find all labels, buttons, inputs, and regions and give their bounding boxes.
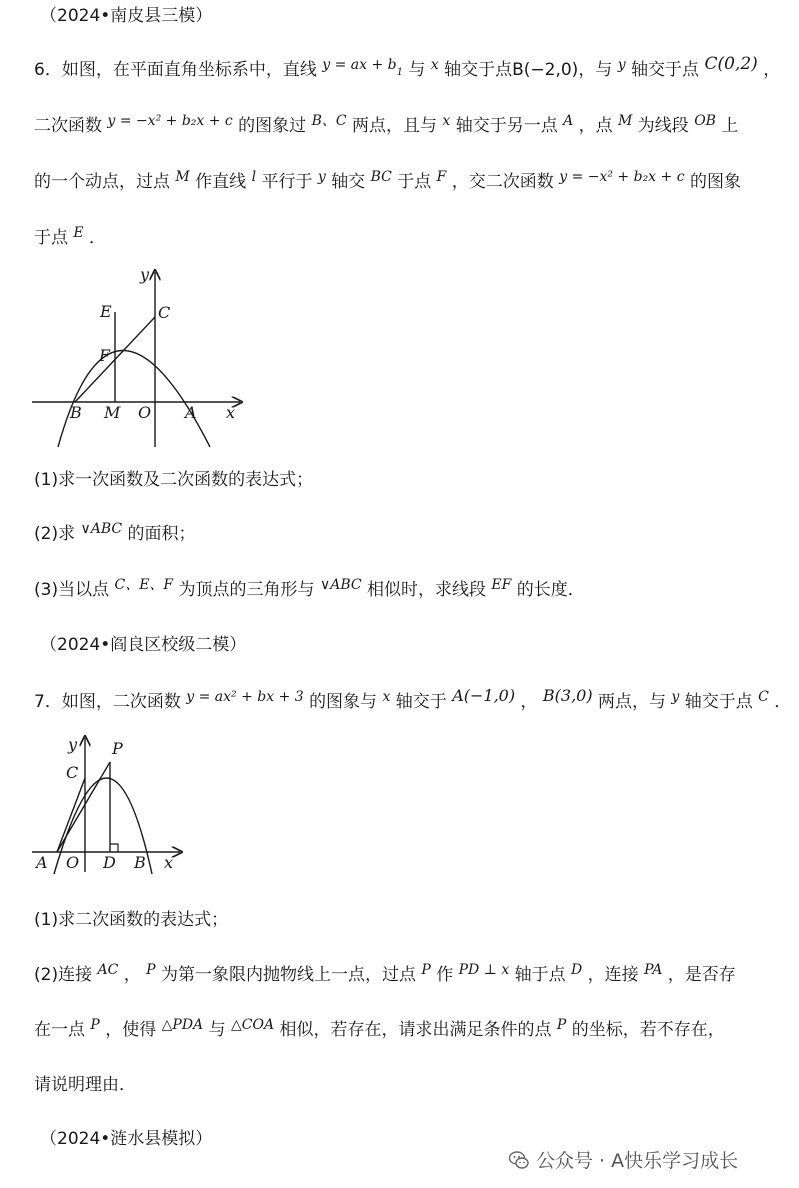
text: ， xyxy=(123,965,141,985)
segment-AC: AC xyxy=(97,962,119,978)
text: 的长度． xyxy=(516,580,585,600)
eq-quadratic: y = −x² + b₂x + c xyxy=(559,169,685,185)
text: ，连接 xyxy=(587,965,639,985)
text: ． xyxy=(89,228,107,248)
line-AP xyxy=(57,762,110,852)
point-C: C(0,2) xyxy=(704,54,758,74)
point-M: M xyxy=(175,169,190,185)
parabola xyxy=(58,351,210,448)
text: 的图象 xyxy=(689,172,741,192)
triangle-COA: △COA xyxy=(230,1017,275,1033)
source-label-2: （2024•阎良区校级二模） xyxy=(40,635,247,655)
text: 相似，若存在，请求出满足条件的点 xyxy=(279,1020,552,1040)
text: 为第一象限内抛物线上一点，过点 xyxy=(160,965,416,985)
x-var: x xyxy=(382,689,391,705)
text: 于点 xyxy=(397,172,432,192)
triangle-ABC: ∨ABC xyxy=(80,521,123,537)
point-P: P xyxy=(90,1017,100,1033)
text: 的一个动点，过点 xyxy=(34,172,170,192)
text: 轴交于点B(−2,0)，与 xyxy=(444,60,613,80)
text: 轴交于点 xyxy=(684,692,753,712)
problem6-line2 xyxy=(34,113,739,136)
point-P: P xyxy=(421,962,431,978)
text: 轴交于 xyxy=(395,692,447,712)
text: ，是否存 xyxy=(667,965,736,985)
source-label-3: （2024•涟水县模拟） xyxy=(40,1129,213,1149)
text: 为顶点的三角形与 xyxy=(178,580,315,600)
x-var: x xyxy=(430,57,439,73)
q6-part2 xyxy=(34,521,196,544)
label-A: A xyxy=(185,403,197,422)
text: 在一点 xyxy=(34,1020,85,1040)
label-C: C xyxy=(66,763,79,782)
triangle-PDA: △PDA xyxy=(161,1017,204,1033)
text: ，使得 xyxy=(105,1020,157,1040)
text: 与 xyxy=(408,60,426,80)
text: (3)当以点 xyxy=(34,580,110,600)
source-label-1: （2024•南皮县三模） xyxy=(40,6,213,26)
segment-EF: EF xyxy=(491,577,512,593)
label-y: y xyxy=(140,265,150,284)
points-BC: B、C xyxy=(311,113,347,129)
wechat-icon xyxy=(508,1149,530,1171)
y-var: y xyxy=(617,57,626,73)
label-E: E xyxy=(100,302,112,321)
point-P: P xyxy=(146,962,156,978)
label-x: x xyxy=(164,853,174,872)
point-F: F xyxy=(436,169,447,185)
text: 作 xyxy=(436,965,454,985)
point-E: E xyxy=(73,225,84,241)
text: 6．如图，在平面直角坐标系中，直线 xyxy=(34,60,317,80)
right-angle-mark xyxy=(110,844,118,852)
watermark-text: 公众号 · A快乐学习成长 xyxy=(536,1150,739,1172)
eq-sub: 1 xyxy=(396,67,403,78)
text: ， xyxy=(763,60,781,80)
label-x: x xyxy=(226,403,236,422)
point-A: A xyxy=(563,113,574,129)
points-CEF: C、E、F xyxy=(114,577,174,593)
text: (2)连接 xyxy=(34,965,93,985)
text: 7．如图，二次函数 xyxy=(34,692,181,712)
text: 于点 xyxy=(34,228,68,248)
text: 轴交于另一点 xyxy=(455,116,558,136)
eq-line: y = ax + b xyxy=(322,57,397,73)
text: 与 xyxy=(208,1020,226,1040)
q7-part2-line1 xyxy=(34,962,736,985)
text: (2)求 xyxy=(34,524,76,544)
label-M: M xyxy=(104,403,121,422)
point-B: B(3,0) xyxy=(542,686,593,705)
q6-part3 xyxy=(34,577,585,600)
label-O: O xyxy=(66,853,80,872)
text: 平行于 xyxy=(261,172,313,192)
text: 为线段 xyxy=(637,116,689,136)
text: 的图象与 xyxy=(309,692,378,712)
label-D: D xyxy=(103,853,116,872)
triangle-ABC: ∨ABC xyxy=(319,577,362,593)
problem6-line1 xyxy=(34,54,781,80)
text: 作直线 xyxy=(195,172,247,192)
x-var: x xyxy=(442,113,451,129)
point-P: P xyxy=(556,1017,567,1033)
eq-quadratic: y = ax² + bx + 3 xyxy=(186,689,304,705)
text: 轴交 xyxy=(331,172,366,192)
text: 的坐标，若不存在， xyxy=(571,1020,725,1040)
text: 两点，与 xyxy=(597,692,666,712)
text: ，交二次函数 xyxy=(451,172,554,192)
line-l: l xyxy=(251,169,257,185)
text: 相似时，求线段 xyxy=(367,580,486,600)
text: 二次函数 xyxy=(34,116,102,136)
text: ． xyxy=(774,692,792,712)
label-A: A xyxy=(36,853,48,872)
segment-BC: BC xyxy=(370,169,392,185)
text: 的面积； xyxy=(127,524,196,544)
y-var: y xyxy=(317,169,326,185)
problem7-line1 xyxy=(34,686,792,712)
label-P: P xyxy=(112,739,123,758)
label-y: y xyxy=(68,735,78,754)
label-F: F xyxy=(99,346,111,365)
text: 的图象过 xyxy=(238,116,307,136)
line-AC xyxy=(57,778,85,852)
segment-OB: OB xyxy=(694,113,716,129)
q7-part2-line3: 请说明理由． xyxy=(34,1075,136,1095)
text: 两点，且与 xyxy=(351,116,437,136)
label-C: C xyxy=(158,303,171,322)
text: 轴于点 xyxy=(514,965,566,985)
text: 轴交于点 xyxy=(631,60,700,80)
text: ， xyxy=(520,692,538,712)
eq-quadratic: y = −x² + b₂x + c xyxy=(107,113,233,129)
figure-6 xyxy=(30,262,250,452)
text: ，点 xyxy=(578,116,613,136)
figure-7 xyxy=(30,732,190,877)
q7-part1: (1)求二次函数的表达式； xyxy=(34,910,229,930)
point-M: M xyxy=(618,113,633,129)
point-C: C xyxy=(758,689,769,705)
label-B: B xyxy=(134,853,146,872)
point-A: A(−1,0) xyxy=(452,686,516,705)
segment-PA: PA xyxy=(644,962,663,978)
q6-part1: (1)求一次函数及二次函数的表达式； xyxy=(34,470,314,490)
label-O: O xyxy=(138,403,152,422)
watermark xyxy=(508,1146,738,1173)
problem6-line4 xyxy=(34,225,107,248)
label-B: B xyxy=(70,403,82,422)
point-D: D xyxy=(571,962,583,978)
y-var: y xyxy=(671,689,680,705)
perpendicular-PD: PD ⊥ x xyxy=(458,962,510,978)
text: 上 xyxy=(721,116,739,136)
q7-part2-line2 xyxy=(34,1017,725,1040)
problem6-line3 xyxy=(34,169,741,192)
